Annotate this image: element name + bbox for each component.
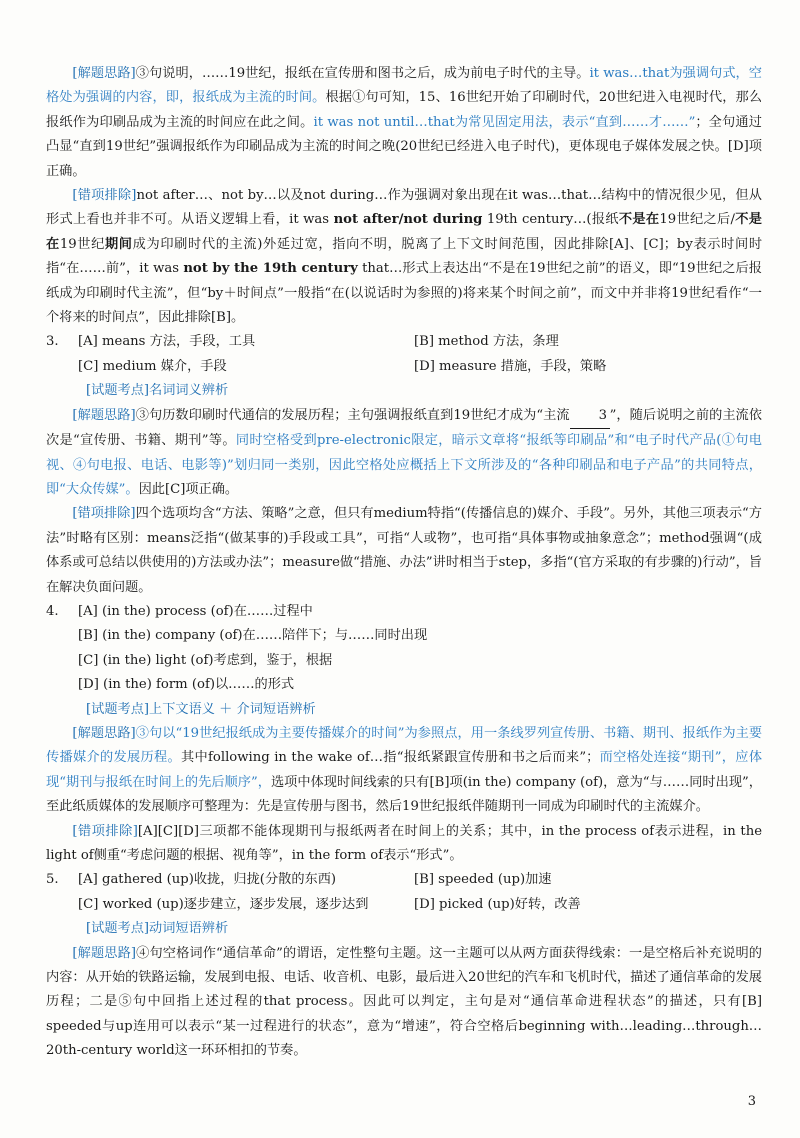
option-c: [C] worked (up)逐步建立，逐步发展，逐步达到 [78, 896, 369, 912]
section-tag: [错项排除] [72, 188, 137, 204]
elimination-paragraph: [错项排除]四个选项均含“方法、策略”之意，但只有medium特指“(传播信息的)媒介、手段”。另外，其他三项表示“方法”时略有区别：means泛指“(做某事的)手段或工具”，可指“人或物”，也可指“具体事物或抽象意念”；method强调“(成体系或可总结以供使用的)方法或办法”；measure做“措施、办法”讲时相当于step，多指“(官方采取的有步骤的)行动”，旨在解决负面问题。 [46, 506, 762, 595]
question-4-option-a: 4. [A] (in the) process (of)在……过程中 [46, 600, 762, 624]
option-b: [B] method 方法，条理 [414, 334, 559, 350]
answer-blank: 3 [570, 404, 610, 429]
question-4-option-b: [B] (in the) company (of)在……陪伴下；与……同时出现 [78, 628, 428, 644]
analysis-paragraph: [解题思路]③句以“19世纪报纸成为主要传播媒介的时间”为参照点，用一条线罗列宣传册、书籍、期刊、报纸作为主要传播媒介的发展历程。其中following in the wake of…指“报纸紧跟宣传册和书之后而来”；而空格处连接“期刊”，应体现“期刊与报纸在时间上的先后顺序”，选项中体现时间线索的只有[B]项(in the) company (of)，意为“与……同时出现”，至此纸质媒体的发展顺序可整理为：先是宣传册与图书，然后19世纪报纸伴随期刊一同成为印刷时代的主流媒介。 [46, 725, 763, 815]
option-b: [B] speeded (up)加速 [414, 872, 552, 888]
question-number: 3. [46, 334, 59, 350]
option-c: [C] medium 媒介，手段 [78, 358, 227, 374]
question-3-options-row-2 [46, 355, 762, 379]
elimination-paragraph: [错项排除][A][C][D]三项都不能体现期刊与报纸两者在时间上的关系；其中，in the process of表示进程，in the light of侧重“考虑问题的根据、视角等”，in the form of表示“形式”。 [46, 823, 762, 863]
analysis-paragraph: [解题思路]③句历数印刷时代通信的发展历程；主句强调报纸直到19世纪才成为“主流 3 ”，随后说明之前的主流依次是“宣传册、书籍、期刊”等。同时空格受到pre-electronic限定，暗示文章将“报纸等印刷品”和“电子时代产品(①句电视、④句电报、电话、电影等)”划归同一类别，因此空格处应概括上下文所涉及的“各种印刷品和电子产品”的共同特点，即“大众传媒”。因此[C]项正确。 [46, 404, 762, 503]
elimination-paragraph: [错项排除]not after…、not by…以及not during…作为强调对象出现在it was…that…结构中的情况很少见，但从形式上看也并非不可。从语义逻辑上看，it was not after/not during 19th century…(报纸不是在19世纪之后/不是在19世纪期间成为印刷时代的主流)外延过宽，指向不明，脱离了上下文时间范围，因此排除[A]、[C]；by表示时间时指“在……前”，it was not by the 19th century that…形式上表达出“不是在19世纪之前”的语义，即“19世纪之后报纸成为印刷时代主流”，但“by＋时间点”一般指“在(以说话时为参照的)将来某个时间之前”，而文中并非将19世纪看作“一个将来的时间点”，因此排除[B]。 [46, 188, 763, 326]
exam-point: [试题考点]动词短语辨析 [86, 921, 229, 937]
question-number: 4. [46, 603, 59, 619]
question-number: 5. [46, 872, 59, 888]
question-5-options-row-1 [46, 868, 762, 892]
section-tag: [解题思路] [72, 66, 136, 81]
question-4-option-d: [D] (in the) form (of)以……的形式 [78, 677, 295, 693]
question-3-options-row-1 [46, 330, 762, 354]
exam-point: [试题考点]名词词义辨析 [86, 383, 229, 399]
page-number: 3 [747, 1094, 756, 1109]
option-a: [A] gathered (up)收拢，归拢(分散的东西) [78, 872, 337, 888]
question-5-options-row-2 [46, 893, 762, 917]
page-content [46, 62, 762, 1064]
question-4-option-c: [C] (in the) light (of)考虑到，鉴于，根据 [78, 652, 333, 668]
analysis-paragraph: [解题思路]③句说明，……19世纪，报纸在宣传册和图书之后，成为前电子时代的主导。it was…that为强调句式，空格处为强调的内容，即，报纸成为主流的时间。根据①句可知，15、16世纪开始了印刷时代，20世纪进入电视时代，那么报纸作为印刷品成为主流的时间应在此之间。it was not until…that为常见固定用法，表示“直到……才……”；全句通过凸显“直到19世纪”强调报纸作为印刷品成为主流的时间之晚(20世纪已经进入电子时代)，更体现电子媒体发展之快。[D]项正确。 [46, 66, 763, 179]
option-a: [A] means 方法，手段，工具 [78, 334, 256, 350]
analysis-paragraph: [解题思路]④句空格词作“通信革命”的谓语，定性整句主题。这一主题可以从两方面获得线索：一是空格后补充说明的内容：从开始的铁路运输，发展到电报、电话、收音机、电影，最后进入20世纪的汽车和飞机时代，描述了通信革命的发展历程；二是⑤句中回指上述过程的that process。因此可以判定，主句是对“通信革命进程状态”的描述，只有[B] speeded与up连用可以表示“某一过程进行的状态”，意为“增速”，符合空格后beginning with…leading…through…20th-century world这一环环相扣的节奏。 [46, 945, 762, 1059]
option-d: [D] picked (up)好转，改善 [414, 896, 581, 912]
option-d: [D] measure 措施，手段，策略 [414, 358, 607, 374]
exam-point: [试题考点]上下文语义 ＋ 介词短语辨析 [86, 701, 316, 717]
